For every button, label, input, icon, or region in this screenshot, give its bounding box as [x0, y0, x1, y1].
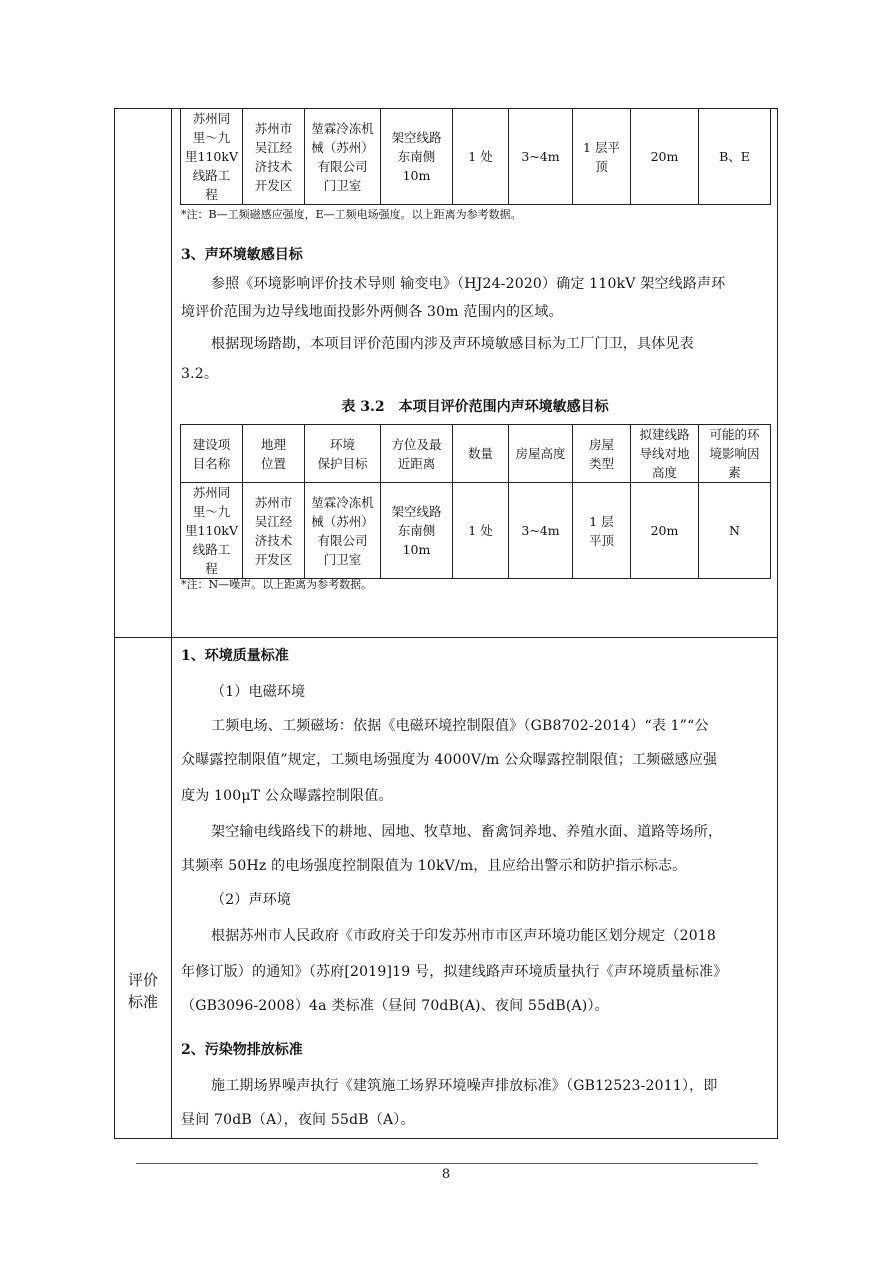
table1-cell-2: 堃霖冷冻机 械（苏州） 有限公司 门卫室 [305, 109, 381, 205]
table2-cell-1: 苏州市 吴江经 济技术 开发区 [243, 483, 305, 579]
standards-section-label [115, 969, 171, 1013]
sound-para-line2: 年修订版）的通知》（苏府[2019]19 号，拟建线路声环境质量执行《声环境质量标准》 [181, 964, 728, 980]
table1-cell-3: 架空线路 东南侧 10m [381, 109, 453, 205]
em-para-line1: 工频电场、工频磁场：依据《电磁环境控制限值》（GB8702-2014）“表 1”“公 [211, 718, 709, 734]
line-para-line1: 架空输电线路线下的耕地、园地、牧草地、畜禽饲养地、养殖水面、道路等场所， [211, 824, 723, 840]
table2-cell-8: N [699, 483, 771, 579]
table1-cell-5: 3~4m [509, 109, 573, 205]
table1-cell-1: 苏州市 吴江经 济技术 开发区 [243, 109, 305, 205]
table1-cell-7: 20m [631, 109, 699, 205]
table2-cell-5: 3~4m [509, 483, 573, 579]
table-row [181, 109, 771, 205]
table2-cell-4: 1 处 [453, 483, 509, 579]
sound-section-heading: 3、声环境敏感目标 [181, 247, 303, 263]
table-row [181, 483, 771, 579]
em-para-line3: 度为 100μT 公众曝露控制限值。 [181, 788, 393, 804]
table2-cell-6: 1 层 平顶 [573, 483, 631, 579]
em-sensitive-targets-table [180, 108, 771, 205]
sound-para-line3: （GB3096-2008）4a 类标准（昼间 70dB(A)、夜间 55dB(A)）。 [181, 998, 609, 1014]
table2-note: *注：N—噪声。以上距离为参考数据。 [181, 578, 373, 591]
quality-standard-heading: 1、环境质量标准 [181, 648, 289, 664]
sound-env-subheading: （2）声环境 [211, 892, 292, 908]
table2-cell-2: 堃霖冷冻机 械（苏州） 有限公司 门卫室 [305, 483, 381, 579]
sound-para1-line1: 参照《环境影响评价技术导则 输变电》（HJ24-2020）确定 110kV 架空线路声环 [211, 276, 726, 292]
emission-para-line2: 昼间 70dB（A），夜间 55dB（A）。 [181, 1112, 415, 1128]
table2-caption: 表 3.2 本项目评价范围内声环境敏感目标 [341, 399, 609, 415]
emission-standard-heading: 2、污染物排放标准 [181, 1042, 303, 1058]
footer-rule [136, 1163, 758, 1164]
em-env-subheading: （1）电磁环境 [211, 684, 306, 700]
table2-cell-7: 20m [631, 483, 699, 579]
table2-header-cell-2: 环境 保护目标 [305, 425, 381, 483]
sound-para1-line2: 境评价范围为边导线地面投影外两侧各 30m 范围内的区域。 [181, 304, 563, 320]
section-divider [115, 637, 777, 638]
table2-cell-3: 架空线路 东南侧 10m [381, 483, 453, 579]
table2-cell-0: 苏州同 里～九 里110kV 线路工 程 [181, 483, 243, 579]
table2-header-cell-8: 可能的环 境影响因 素 [699, 425, 771, 483]
sound-para2-line2: 3.2。 [181, 366, 219, 382]
table2-header-cell-4: 数量 [453, 425, 509, 483]
line-para-line2: 其频率 50Hz 的电场强度控制限值为 10kV/m，且应给出警示和防护指示标志。 [181, 858, 687, 874]
table2-header-cell-6: 房屋 类型 [573, 425, 631, 483]
table1-cell-4: 1 处 [453, 109, 509, 205]
em-para-line2: 众曝露控制限值”规定，工频电场强度为 4000V/m 公众曝露控制限值；工频磁感应强 [181, 752, 718, 768]
table1-cell-6: 1 层平 顶 [573, 109, 631, 205]
table1-note: *注：B—工频磁感应强度，E—工频电场强度。以上距离为参考数据。 [181, 208, 522, 221]
table2-header-cell-3: 方位及最 近距离 [381, 425, 453, 483]
emission-para-line1: 施工期场界噪声执行《建筑施工场界环境噪声排放标准》（GB12523-2011），即 [211, 1078, 718, 1094]
table1-cell-0: 苏州同 里～九 里110kV 线路工 程 [181, 109, 243, 205]
table2-header-cell-5: 房屋高度 [509, 425, 573, 483]
standards-label-line-1: 评价 [127, 971, 158, 989]
standards-label-line-2: 标准 [127, 993, 158, 1011]
table2-header-cell-1: 地理 位置 [243, 425, 305, 483]
table-header-row [181, 425, 771, 483]
table2-header-cell-7: 拟建线路 导线对地 高度 [631, 425, 699, 483]
sound-para2-line1: 根据现场踏勘，本项目评价范围内涉及声环境敏感目标为工厂门卫，具体见表 [211, 336, 694, 352]
label-column-divider [171, 109, 172, 1138]
sound-sensitive-targets-table [180, 424, 771, 579]
sound-para-line1: 根据苏州市人民政府《市政府关于印发苏州市市区声环境功能区划分规定（2018 [211, 928, 717, 944]
table2-header-cell-0: 建设项 目名称 [181, 425, 243, 483]
page-number: 8 [441, 1167, 451, 1182]
table1-cell-8: B、E [699, 109, 771, 205]
